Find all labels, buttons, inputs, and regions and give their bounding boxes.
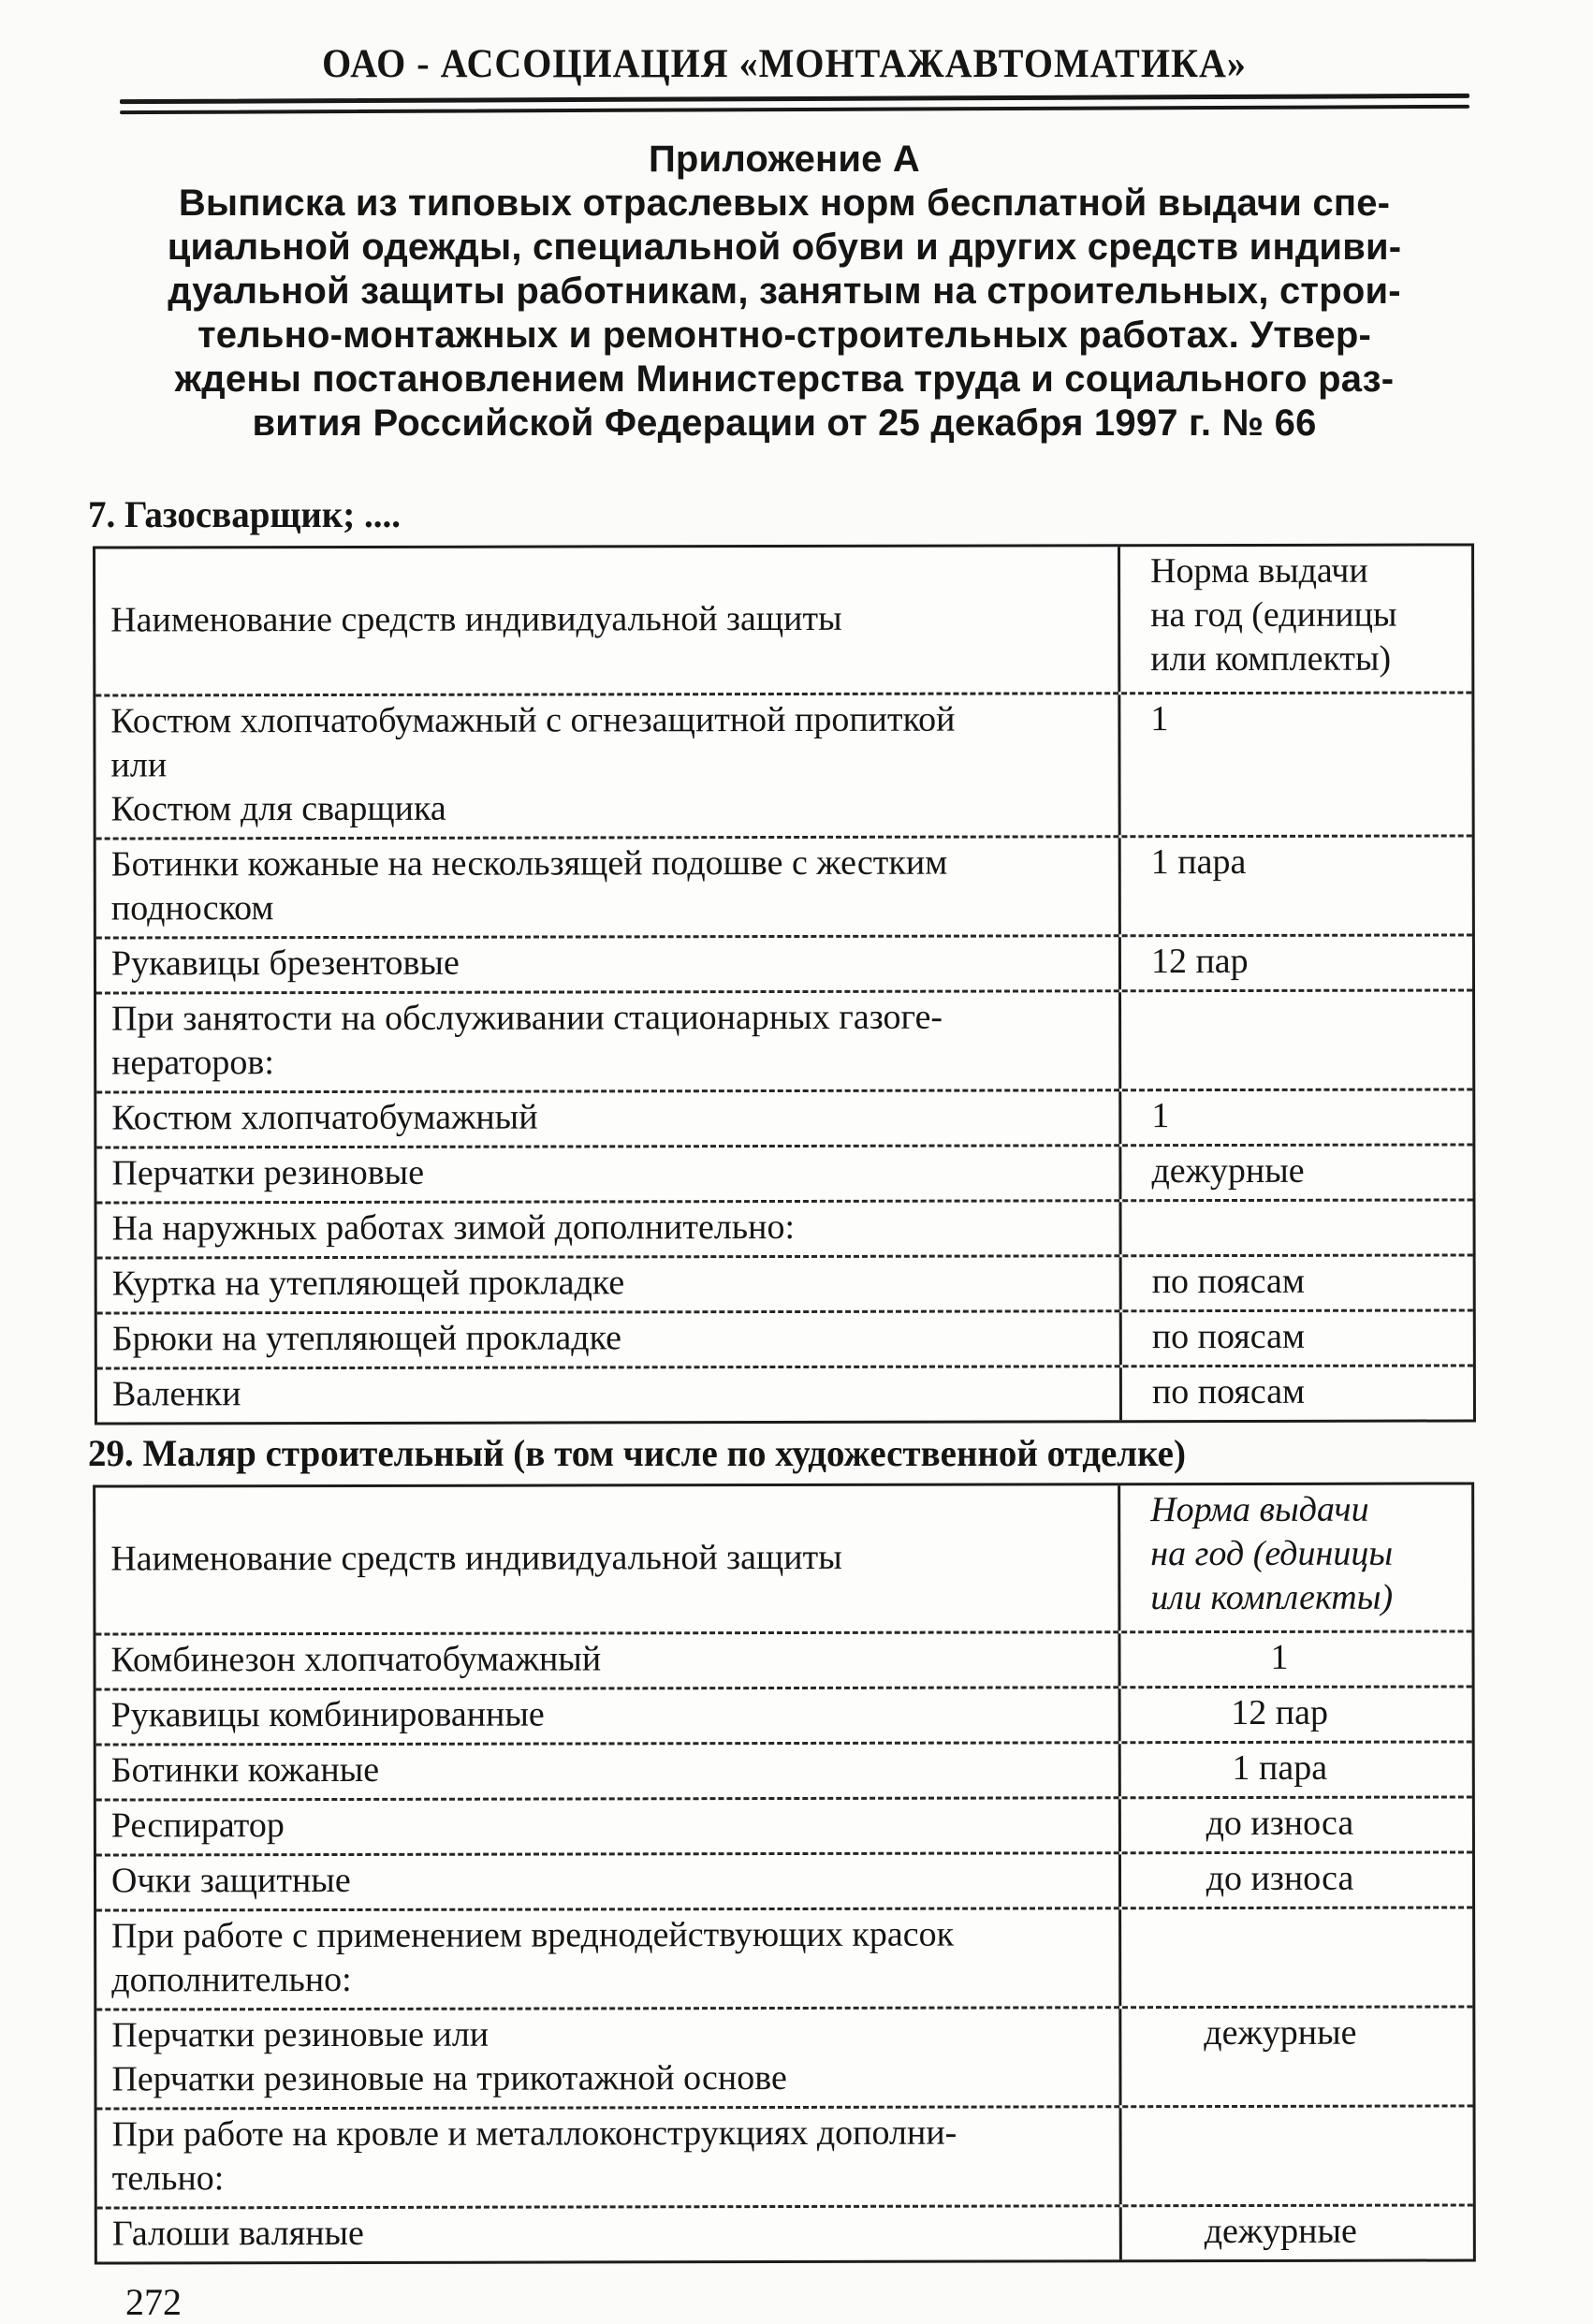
table-header-row	[95, 1484, 1471, 1632]
table-row	[96, 1088, 1472, 1146]
norm-cell: до износа	[1118, 1853, 1472, 1907]
section-7-heading: 7. Газосварщик; ....	[88, 494, 401, 536]
norm-cell: до износа	[1118, 1798, 1472, 1851]
item-name-cell: При занятости на обслуживании стационарных газоге- нераторов:	[111, 997, 943, 1083]
item-name-header: Наименование средств индивидуальной защиты	[110, 1537, 842, 1579]
table-row	[95, 1630, 1471, 1688]
norm-cell: 1	[1118, 1090, 1472, 1144]
item-name-cell: Брюки на утепляющей прокладке	[111, 1318, 621, 1359]
item-name-cell: Очки защитные	[110, 1860, 351, 1901]
norm-cell: по поясам	[1119, 1311, 1473, 1365]
norm-cell: 1	[1118, 694, 1471, 835]
item-name-cell: На наружных работах зимой дополнительно:	[111, 1206, 796, 1249]
title-line: Выписка из типовых отраслевых норм бесплатной выдачи спе-	[178, 183, 1391, 224]
norm-cell	[1119, 2107, 1473, 2204]
norm-cell	[1118, 1201, 1472, 1254]
table-row	[96, 1795, 1472, 1853]
header-divider	[120, 94, 1469, 114]
table-row	[96, 1198, 1472, 1256]
item-name-cell: Костюм хлопчатобумажный с огнезащитной пропиткой или Костюм для сварщика	[110, 699, 956, 829]
table-row	[97, 1253, 1473, 1311]
construction-painter-norms-table	[93, 1482, 1476, 2264]
item-name-cell: Рукавицы комбинированные	[110, 1694, 545, 1735]
divider-line-bottom	[120, 105, 1469, 114]
item-name-cell: Перчатки резиновые или Перчатки резиновые на трикотажной основе	[111, 2014, 787, 2099]
table-row	[96, 1740, 1472, 1798]
gas-welder-norms-table	[93, 543, 1476, 1425]
table-row	[96, 1143, 1472, 1201]
table-row	[96, 834, 1472, 936]
norm-header: Норма выдачи на год (единицы или комплекты)	[1118, 546, 1471, 692]
norm-cell: по поясам	[1119, 1256, 1473, 1309]
norm-cell: 1	[1118, 1632, 1471, 1686]
table-row	[97, 2203, 1473, 2261]
item-name-cell: Ботинки кожаные	[110, 1749, 380, 1791]
table-header-row	[95, 546, 1471, 694]
table-row	[97, 2104, 1473, 2206]
table-row	[96, 1685, 1472, 1743]
table-row	[97, 1308, 1473, 1367]
section-29-heading: 29. Маляр строительный (в том числе по художественной отделке)	[88, 1433, 1186, 1475]
table-row	[96, 933, 1472, 991]
item-name-header: Наименование средств индивидуальной защиты	[110, 598, 842, 640]
item-name-cell: При работе с применением вреднодействующих красок дополнительно:	[111, 1914, 955, 2000]
norm-cell: 1 пара	[1118, 837, 1472, 934]
norm-cell: 12 пар	[1118, 936, 1472, 989]
item-name-cell: Респиратор	[110, 1805, 285, 1846]
title-line: циальной одежды, специальной обуви и других средств индиви-	[167, 227, 1402, 268]
norm-header: Норма выдачи на год (единицы или комплекты)	[1118, 1484, 1471, 1630]
table-row	[96, 988, 1472, 1090]
table-row	[97, 1364, 1473, 1422]
page-number: 272	[125, 2281, 182, 2323]
item-name-cell: Ботинки кожаные на нескользящей подошве с жестким подноском	[110, 842, 948, 928]
divider-line-top	[120, 94, 1469, 104]
title-line: вития Российской Федерации от 25 декабря 1997 г. № 66	[252, 402, 1317, 444]
norm-cell: дежурные	[1119, 2206, 1473, 2259]
item-name-cell: При работе на кровле и металлоконструкциях дополни- тельно:	[111, 2112, 957, 2199]
item-name-cell: Рукавицы брезентовые	[110, 943, 460, 984]
title-line: дуальной защиты работникам, занятым на строительных, строи-	[168, 270, 1401, 312]
norm-cell: дежурные	[1118, 1146, 1472, 1199]
norm-cell	[1118, 1908, 1472, 2006]
organization-title: ОАО - АССОЦИАЦИЯ «МОНТАЖАВТОМАТИКА»	[322, 40, 1247, 86]
document-header	[94, 41, 1475, 111]
table-row	[96, 1850, 1472, 1908]
title-line: тельно-монтажных и ремонтно-строительных работах. Утвер-	[197, 314, 1371, 356]
item-name-cell: Костюм хлопчатобумажный	[111, 1097, 538, 1138]
norm-cell: дежурные	[1118, 2008, 1472, 2105]
item-name-cell: Куртка на утепляющей прокладке	[111, 1263, 625, 1304]
title-line: ждены постановлением Министерства труда и социального раз-	[174, 358, 1395, 400]
norm-cell: 1 пара	[1118, 1743, 1472, 1796]
item-name-cell: Перчатки резиновые	[111, 1152, 425, 1193]
table-row	[96, 1906, 1472, 2008]
table-row	[95, 691, 1471, 837]
item-name-cell: Комбинезон хлопчатобумажный	[110, 1639, 602, 1680]
norm-cell: по поясам	[1119, 1367, 1473, 1420]
item-name-cell: Галоши валяные	[111, 2213, 364, 2254]
item-name-cell: Валенки	[111, 1374, 241, 1414]
appendix-label: Приложение А	[648, 139, 921, 180]
table-row	[96, 2005, 1472, 2107]
norm-cell	[1118, 991, 1472, 1089]
norm-cell: 12 пар	[1118, 1688, 1472, 1741]
appendix-title-block	[94, 138, 1475, 446]
